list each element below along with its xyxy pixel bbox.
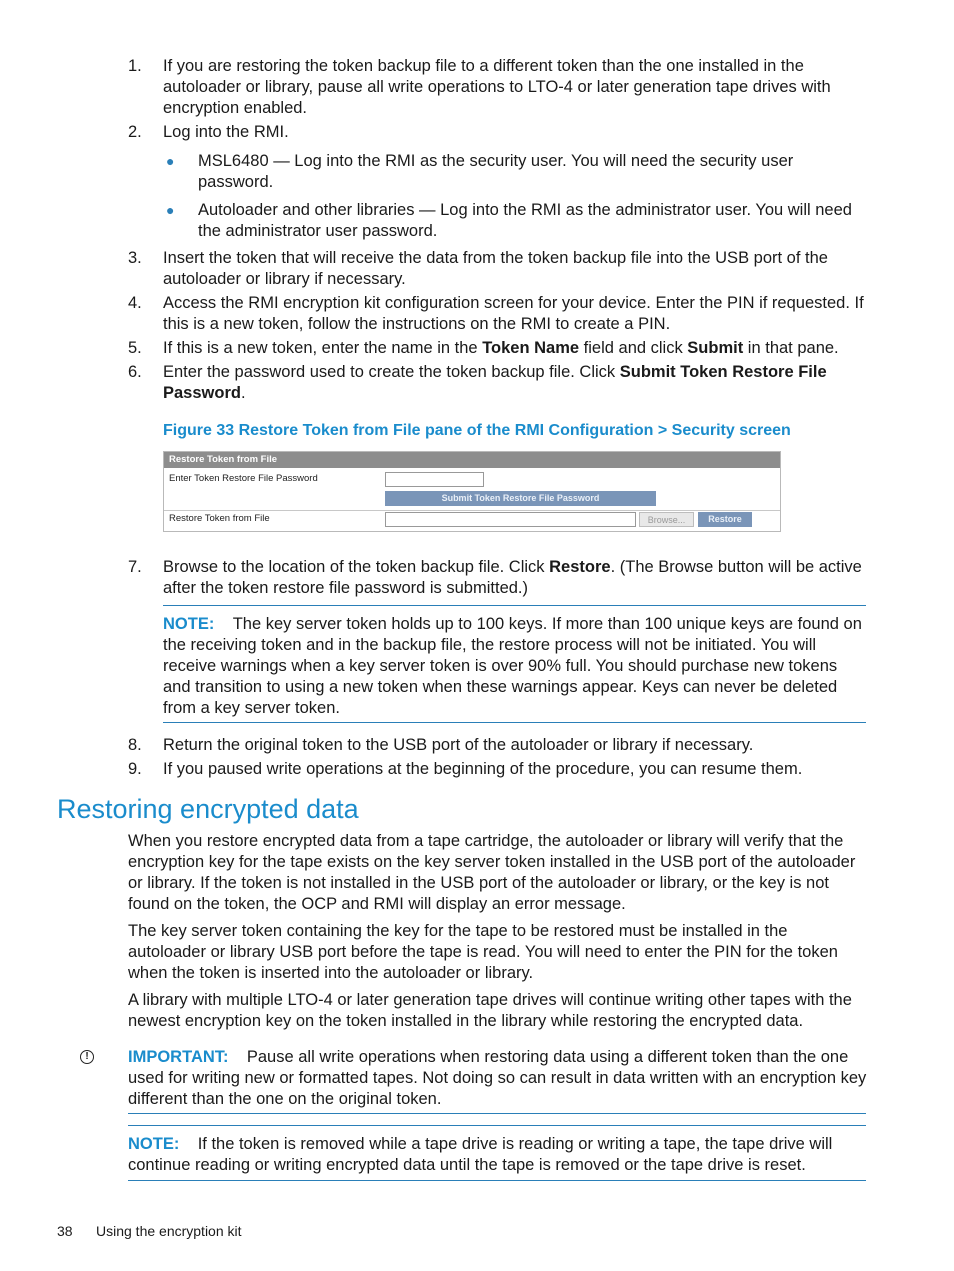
note-label: NOTE: xyxy=(163,615,215,633)
note-box xyxy=(163,614,863,719)
note-text: The key server token holds up to 100 keys. If more than 100 unique keys are found on the receiving token and in the backup file, the restore process will not be initiated. You will receive warnings when a key server token is over 90% full. You should purchase new tokens and transition to using a new token when these warnings appear. Keys can never be deleted from a key server token. xyxy=(163,615,862,717)
important-rule-bottom xyxy=(128,1113,866,1114)
browse-button[interactable]: Browse... xyxy=(639,512,694,527)
important-icon: ! xyxy=(80,1050,94,1064)
figure-caption: Figure 33 Restore Token from File pane of the RMI Configuration > Security screen xyxy=(163,422,791,439)
token-password-input[interactable] xyxy=(385,472,484,487)
important-label: IMPORTANT: xyxy=(128,1048,229,1066)
note-box xyxy=(128,1134,868,1176)
step-text: If you paused write operations at the beginning of the procedure, you can resume them. xyxy=(163,760,803,778)
restore-token-pane xyxy=(163,451,781,532)
note-text: If the token is removed while a tape drive is reading or writing a tape, the tape drive will continue reading or writing encrypted data until the tape is removed or the tape drive is reset. xyxy=(128,1135,833,1174)
section-heading: Restoring encrypted data xyxy=(57,794,359,824)
step-number: 4. xyxy=(128,294,142,312)
note-rule-bottom xyxy=(163,722,866,723)
pane-header: Restore Token from File xyxy=(164,452,780,468)
bullet-item: Autoloader and other libraries — Log into the RMI as the administrator user. You will need the administrator user password. xyxy=(198,201,852,240)
footer-title: Using the encryption kit xyxy=(96,1223,242,1239)
step-text: Enter the password used to create the token backup file. Click Submit Token Restore File Password. xyxy=(163,363,827,402)
bullet-icon: ● xyxy=(166,202,175,218)
note-rule-top xyxy=(128,1125,866,1126)
important-box xyxy=(128,1047,868,1110)
step-text: Return the original token to the USB port of the autoloader or library if necessary. xyxy=(163,736,754,754)
step-number: 9. xyxy=(128,760,142,778)
bullet-item: MSL6480 — Log into the RMI as the security user. You will need the security user password. xyxy=(198,152,794,191)
section-paragraph: When you restore encrypted data from a tape cartridge, the autoloader or library will verify that the encryption key for the tape exists on the key server token installed in the USB port of the autoloader or library. If the token is not installed in the USB port of the autoloader or library, or the key is not found on the token, the OCP and RMI will display an error message. xyxy=(128,832,856,913)
step-text: If you are restoring the token backup file to a different token than the one installed in the autoloader or library, pause all write operations to LTO-4 or later generation tape drives with encryption enabled. xyxy=(163,57,831,117)
step-text: Browse to the location of the token backup file. Click Restore. (The Browse button will be active after the token restore file password is submitted.) xyxy=(163,558,862,597)
step-number: 7. xyxy=(128,558,142,576)
step-number: 1. xyxy=(128,57,142,75)
note-rule-bottom xyxy=(128,1180,866,1181)
step-number: 6. xyxy=(128,363,142,381)
note-rule-top xyxy=(163,605,866,606)
step-text: Insert the token that will receive the data from the token backup file into the USB port of the autoloader or library if necessary. xyxy=(163,249,828,288)
step-text: Log into the RMI. xyxy=(163,123,289,141)
note-label: NOTE: xyxy=(128,1135,180,1153)
restore-label: Restore Token from File xyxy=(169,513,270,524)
step-number: 8. xyxy=(128,736,142,754)
section-paragraph: A library with multiple LTO-4 or later generation tape drives will continue writing other tapes with the newest encryption key on the token installed in the library while restoring the encrypted data. xyxy=(128,991,852,1030)
important-text: Pause all write operations when restoring data using a different token than the one used for writing new or formatted tapes. Not doing so can result in data written with an encryption key different than the one on the original token. xyxy=(128,1048,867,1108)
step-number: 3. xyxy=(128,249,142,267)
bullet-icon: ● xyxy=(166,153,175,169)
step-number: 2. xyxy=(128,123,142,141)
step-number: 5. xyxy=(128,339,142,357)
pane-divider xyxy=(164,510,780,511)
step-text: Access the RMI encryption kit configuration screen for your device. Enter the PIN if requested. If this is a new token, follow the instructions on the RMI to create a PIN. xyxy=(163,294,864,333)
file-path-input[interactable] xyxy=(385,512,636,527)
password-label: Enter Token Restore File Password xyxy=(169,473,318,484)
section-paragraph: The key server token containing the key for the tape to be restored must be installed in the autoloader or library USB port before the tape is read. You will need to enter the PIN for the token when the token is inserted into the autoloader or library. xyxy=(128,922,838,982)
page-number: 38 xyxy=(57,1223,73,1239)
restore-button[interactable]: Restore xyxy=(698,512,752,527)
step-text: If this is a new token, enter the name in the Token Name field and click Submit in that pane. xyxy=(163,339,839,357)
submit-password-button[interactable]: Submit Token Restore File Password xyxy=(385,491,656,506)
